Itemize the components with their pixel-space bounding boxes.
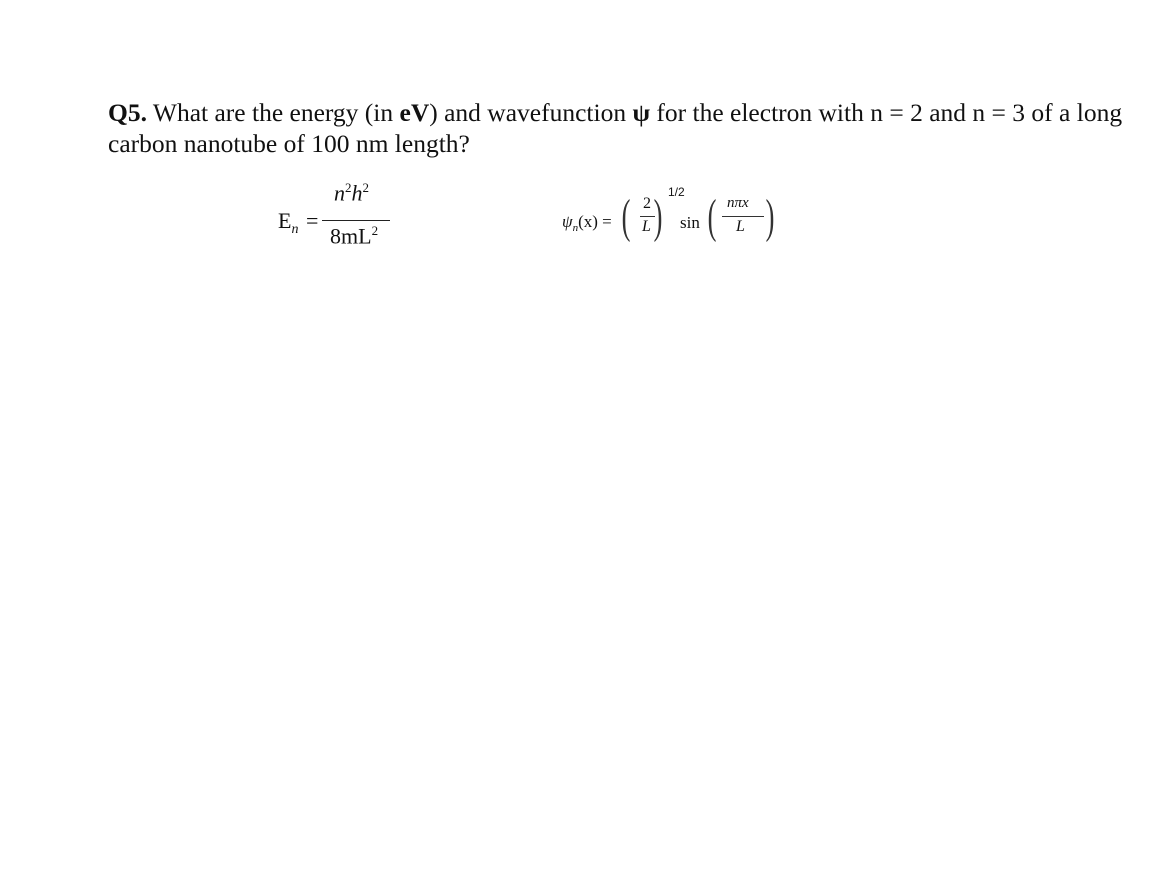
wave-frac1-numerator: 2	[643, 195, 651, 212]
energy-numerator: $n^2h^2$	[334, 180, 369, 206]
wave-left-paren-2: (	[707, 190, 717, 243]
wave-sin: sin	[680, 213, 700, 232]
energy-lhs-subscript: n	[291, 222, 299, 237]
wave-frac2-denominator: L	[736, 218, 745, 235]
question-unit: eV	[399, 98, 430, 127]
energy-fraction-bar	[322, 220, 390, 221]
wavefunction-formula	[562, 185, 802, 265]
wave-frac2-numerator: nπx	[727, 195, 749, 211]
energy-denominator: $8mL^2$	[330, 223, 379, 249]
wave-right-paren-2: )	[765, 190, 775, 243]
wave-lhs: $\psi_n(x)$ =	[562, 212, 612, 234]
wave-frac2-bar	[722, 216, 764, 217]
energy-formula	[278, 180, 408, 260]
question-text-part1: What are the energy (in	[146, 98, 400, 127]
wave-frac1-denominator: L	[642, 218, 651, 235]
question-text-part2: ) and wavefunction	[429, 98, 633, 127]
wave-left-paren-1: (	[621, 190, 631, 243]
question-text	[108, 97, 1138, 159]
energy-lhs: $E_n$	[278, 208, 299, 237]
question-label: Q5.	[108, 98, 147, 127]
wave-right-paren-1: )	[653, 190, 663, 243]
question-text-part3: for the electron with n = 2 and n = 3 of a long carbon nanotube of 100 nm length?	[108, 98, 1123, 158]
wave-power: 1/2	[668, 185, 685, 199]
question-psi-symbol: ψ	[632, 98, 651, 127]
energy-equals: =	[306, 208, 319, 233]
